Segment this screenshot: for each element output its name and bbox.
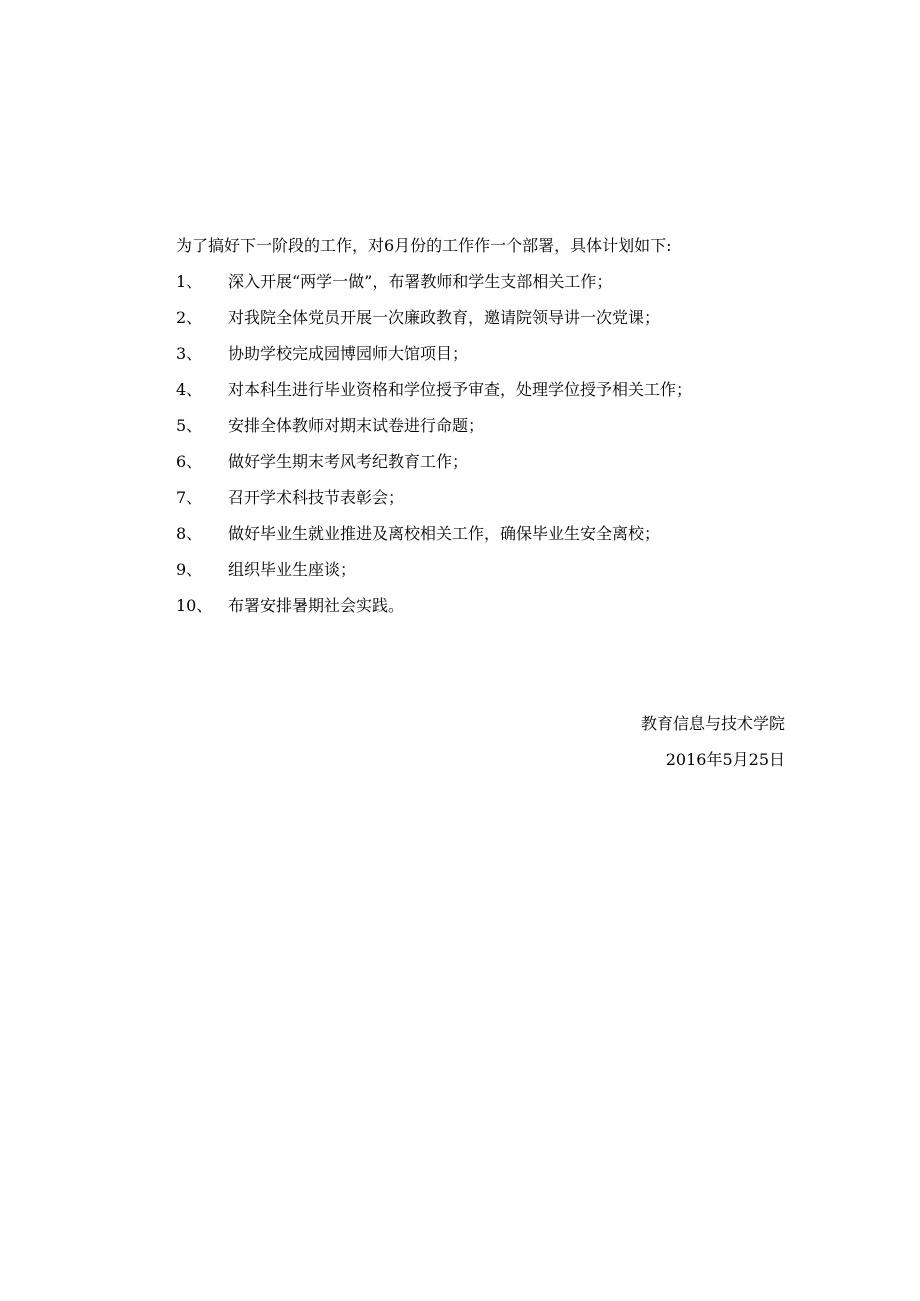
- signature-block: [641, 706, 785, 778]
- list-item-text: 深入开展“两学一做”，布署教师和学生支部相关工作；: [228, 272, 613, 291]
- list-item-number: 7、: [176, 488, 203, 507]
- list-item: [176, 588, 796, 624]
- list-item: [176, 300, 796, 336]
- list-item-text: 召开学术科技节表彰会；: [228, 488, 405, 507]
- list-item-number: 4、: [176, 380, 203, 399]
- list-item-number: 5、: [176, 416, 203, 435]
- list-item: [176, 408, 796, 444]
- list-item: [176, 516, 796, 552]
- list-item-text: 组织毕业生座谈；: [228, 560, 357, 579]
- list-item-number: 6、: [176, 452, 203, 471]
- list-item-text: 做好学生期末考风考纪教育工作；: [228, 452, 469, 471]
- list-item-number: 2、: [176, 308, 203, 327]
- plan-list: [176, 264, 796, 624]
- list-item-text: 协助学校完成园博园师大馆项目；: [228, 344, 469, 363]
- intro-paragraph: 为了搞好下一阶段的工作，对6月份的工作作一个部署，具体计划如下:: [176, 236, 672, 255]
- signature-org: 教育信息与技术学院: [640, 714, 785, 733]
- list-item: [176, 372, 796, 408]
- list-item: [176, 552, 796, 588]
- signature-date: 2016年5月25日: [665, 750, 785, 769]
- list-item: [176, 480, 796, 516]
- list-item-number: 1、: [176, 272, 203, 291]
- list-item-number: 9、: [176, 560, 203, 579]
- list-item: [176, 264, 796, 300]
- document-body: [176, 228, 796, 624]
- list-item-text: 布署安排暑期社会实践。: [228, 596, 405, 615]
- list-item: [176, 444, 796, 480]
- list-item-text: 做好毕业生就业推进及离校相关工作，确保毕业生安全离校；: [228, 524, 661, 543]
- list-item-number: 10、: [176, 596, 213, 615]
- list-item-text: 安排全体教师对期末试卷进行命题；: [228, 416, 485, 435]
- list-item-text: 对我院全体党员开展一次廉政教育，邀请院领导讲一次党课；: [228, 308, 661, 327]
- list-item-text: 对本科生进行毕业资格和学位授予审查，处理学位授予相关工作；: [228, 380, 693, 399]
- list-item-number: 8、: [176, 524, 203, 543]
- list-item: [176, 336, 796, 372]
- list-item-number: 3、: [176, 344, 203, 363]
